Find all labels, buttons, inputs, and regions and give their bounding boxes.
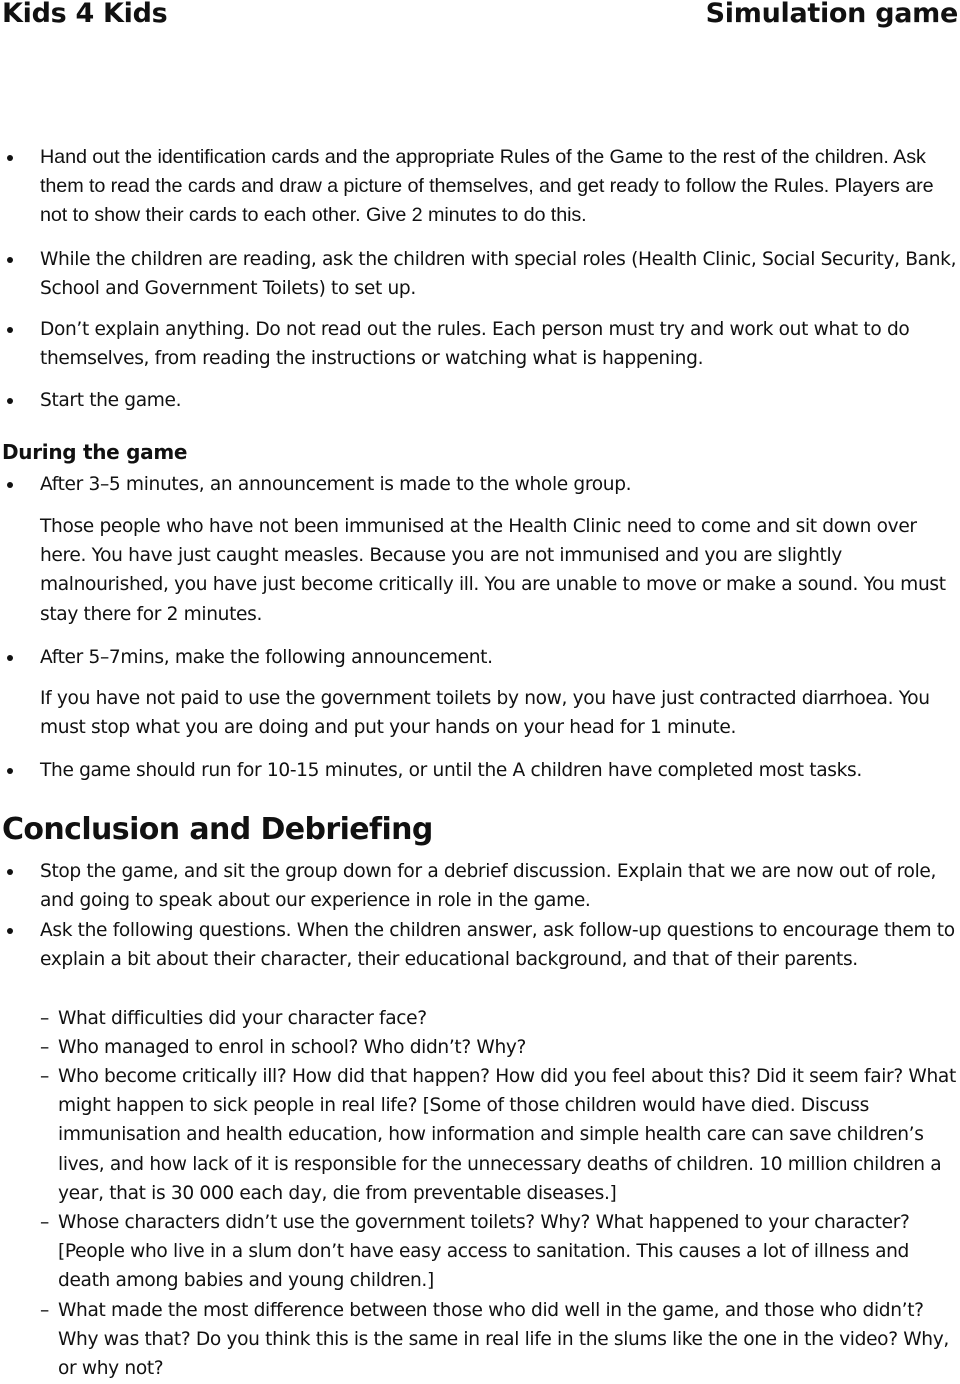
conclusion-bullet-1: Stop the game, and sit the group down for a debrief discussion. Explain that we are now out of role, and going to speak about our experience in role in the game. <box>40 857 958 915</box>
question-4: – Whose characters didn’t use the government toilets? Why? What happened to your character? [People who live in a slum don’t have easy access to sanitation. This causes a lot of illness and death among babies and young children.] <box>58 1208 958 1296</box>
setup-bullet-2: While the children are reading, ask the children with special roles (Health Clinic, Social Security, Bank, School and Government Toilets) to set up. <box>40 245 958 303</box>
setup-bullet-4: Start the game. <box>40 386 958 415</box>
conclusion-bullet-2: Ask the following questions. When the children answer, ask follow-up questions to encourage them to explain a bit about their character, their educational background, and that of their parents. <box>40 916 958 974</box>
question-5: – What made the most difference between those who did well in the game, and those who didn’t? Why was that? Do you think this is the same in real life in the slums like the one in the video? Why, or why not? <box>58 1296 958 1384</box>
during-bullet-3: The game should run for 10-15 minutes, or until the A children have completed most tasks. <box>40 756 958 785</box>
during-paragraph-1: Those people who have not been immunised at the Health Clinic need to come and sit down over here. You have just caught measles. Because you are not immunised and you are slightly malnourished, you have just become critically ill. You are unable to move or make a sound. You must stay there for 2 minutes. <box>40 516 946 625</box>
setup-bullet-3: Don’t explain anything. Do not read out the rules. Each person must try and work out what to do themselves, from reading the instructions or watching what is happening. <box>40 315 958 373</box>
question-2: – Who managed to enrol in school? Who didn’t? Why? <box>58 1033 958 1062</box>
setup-bullet-1: Hand out the identification cards and the appropriate Rules of the Game to the rest of the children. Ask them to read the cards and draw a picture of themselves, and get ready to follow the Rules. Players are not to show their cards to each other. Give 2 minutes to do this. <box>40 143 958 231</box>
during-heading: During the game <box>2 440 188 464</box>
question-3: – Who become critically ill? How did that happen? How did you feel about this? Did it seem fair? What might happen to sick people in real life? [Some of those children would have died. Discuss immunisation and health education, how information and simple health care can save children’s lives, and how lack of it is responsible for the unnecessary deaths of children. 10 million children a year, that is 30 000 each day, die from preventable diseases.] <box>58 1062 958 1208</box>
during-paragraph-2: If you have not paid to use the government toilets by now, you have just contracted diarrhoea. You must stop what you are doing and put your hands on your head for 1 minute. <box>40 688 930 739</box>
question-1: – What difficulties did your character face? <box>58 1004 958 1033</box>
during-bullet-2: After 5–7mins, make the following announcement. <box>40 643 958 672</box>
header-title-right: Simulation game <box>705 0 958 29</box>
during-bullet-1: After 3–5 minutes, an announcement is made to the whole group. <box>40 470 958 499</box>
page-header <box>0 0 960 32</box>
conclusion-heading: Conclusion and Debriefing <box>2 812 433 847</box>
header-title-left: Kids 4 Kids <box>2 0 168 29</box>
